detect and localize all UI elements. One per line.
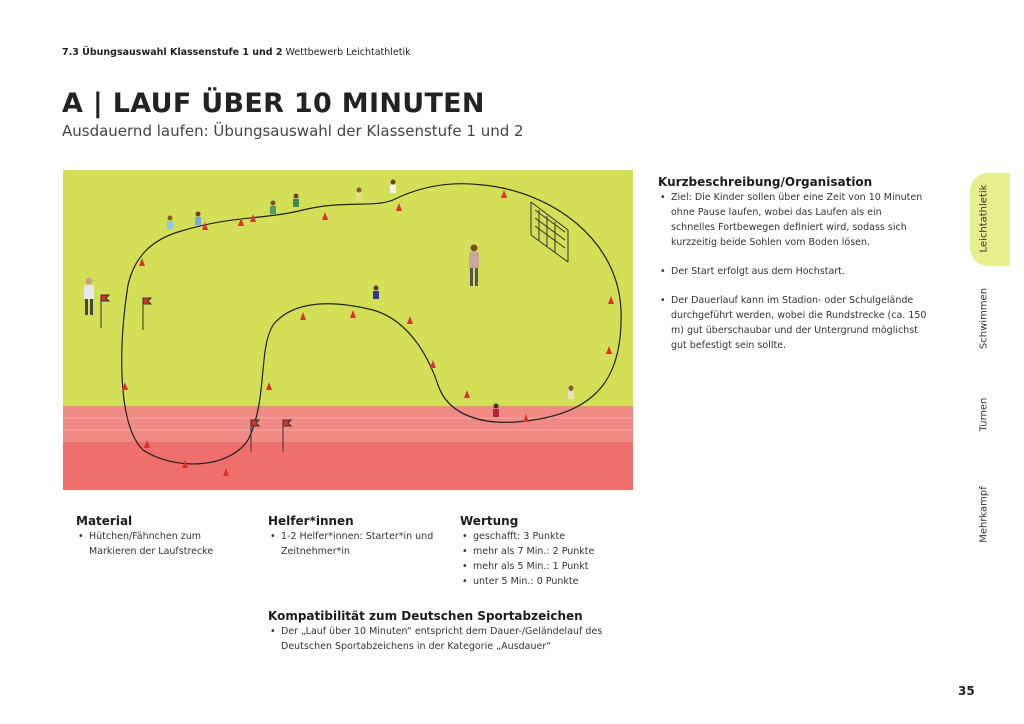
- list-item: • mehr als 7 Min.: 2 Punkte: [460, 544, 630, 559]
- kompat-heading: Kompatibilität zum Deutschen Sportabzeichen: [268, 609, 583, 623]
- list-item: • Hütchen/Fähnchen zum Markieren der Laufstrecke: [76, 529, 246, 559]
- active-tab-highlight: [970, 173, 1010, 266]
- kompat-list: [268, 624, 613, 654]
- material-heading: Material: [76, 514, 133, 528]
- tab-schwimmen[interactable]: Schwimmen: [978, 287, 990, 350]
- list-item: • Der Dauerlauf kann im Stadion- oder Schulgelände durchgeführt werden, wobei die Rundstrecke (ca. 150 m) gut überschaubar und der Untergrund möglichst gut befestigt sein sollte.: [658, 293, 928, 353]
- tab-mehrkampf[interactable]: Mehrkampf: [978, 486, 990, 543]
- breadcrumb-rest: Wettbewerb Leichtathletik: [282, 47, 411, 58]
- list-item: • geschafft: 3 Punkte: [460, 529, 630, 544]
- organisation-list: [658, 190, 928, 367]
- list-item: • 1-2 Helfer*innen: Starter*in und Zeitnehmer*in: [268, 529, 448, 559]
- tab-turnen[interactable]: Turnen: [978, 397, 990, 432]
- list-item: • mehr als 5 Min.: 1 Punkt: [460, 559, 630, 574]
- organisation-heading: Kurzbeschreibung/Organisation: [658, 175, 873, 189]
- page-title: A | LAUF ÜBER 10 MINUTEN: [62, 88, 485, 119]
- running-course-illustration: [63, 170, 633, 490]
- page-subtitle: Ausdauernd laufen: Übungsauswahl der Klassenstufe 1 und 2: [62, 122, 524, 140]
- list-item: • unter 5 Min.: 0 Punkte: [460, 574, 630, 589]
- list-item: • Der „Lauf über 10 Minuten“ entspricht dem Dauer-/Geländelauf des Deutschen Sportabzeichens in der Kategorie „Ausdauer“: [268, 624, 613, 654]
- material-list: [76, 529, 246, 559]
- track-lower: [63, 442, 633, 490]
- tab-leichtathletik[interactable]: Leichtathletik: [978, 184, 990, 253]
- breadcrumb-bold: 7.3 Übungsauswahl Klassenstufe 1 und 2: [62, 47, 283, 58]
- wertung-heading: Wertung: [460, 514, 519, 528]
- list-item: • Ziel: Die Kinder sollen über eine Zeit von 10 Minuten ohne Pause laufen, wobei das Laufen als ein schnelles Fortbewegen definiert wird, sodass sich kurzzeitig beide Sohlen vom Boden lösen.: [658, 190, 928, 250]
- helfer-heading: Helfer*innen: [268, 514, 354, 528]
- page-number: 35: [958, 684, 975, 698]
- list-item: • Der Start erfolgt aus dem Hochstart.: [658, 264, 928, 279]
- wertung-list: [460, 529, 630, 589]
- breadcrumb: [62, 47, 411, 58]
- helfer-list: [268, 529, 448, 559]
- track-upper: [63, 406, 633, 442]
- grass-area: [63, 170, 633, 406]
